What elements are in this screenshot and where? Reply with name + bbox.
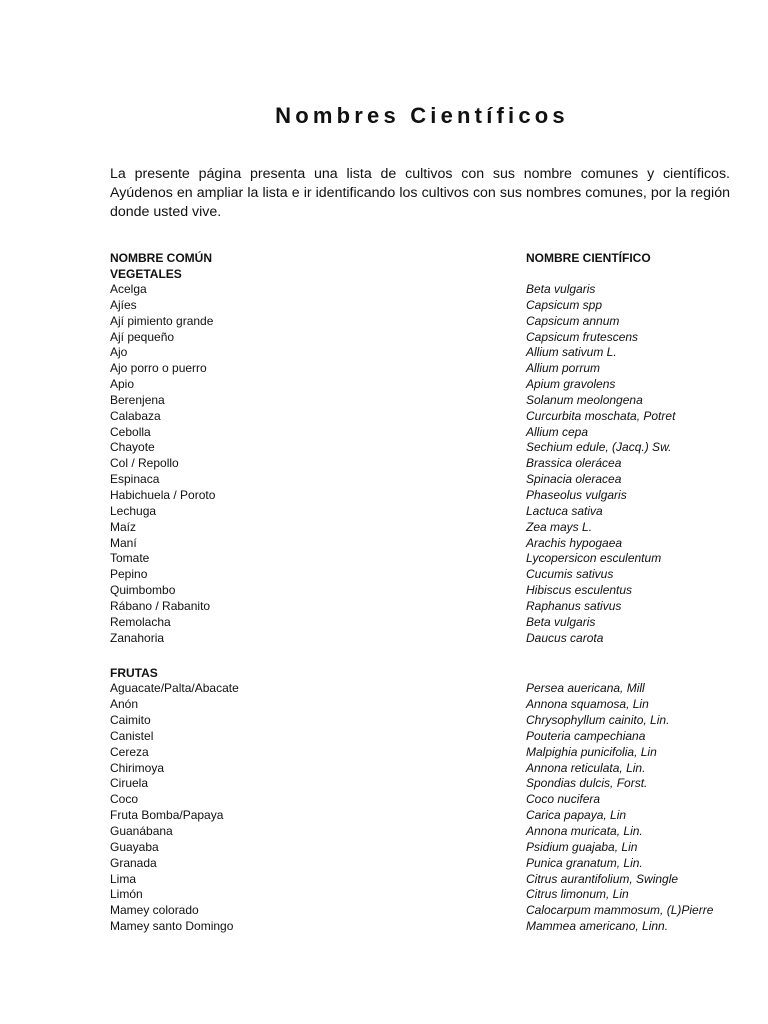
common-name: Aguacate/Palta/Abacate (110, 681, 239, 696)
list-item (110, 393, 750, 409)
common-name: Calabaza (110, 408, 161, 423)
scientific-name: Daucus carota (526, 630, 604, 645)
scientific-name: Zea mays L. (526, 519, 593, 534)
list-item (110, 681, 750, 697)
common-name: Ciruela (110, 776, 149, 791)
scientific-name: Allium cepa (526, 424, 589, 439)
scientific-name: Beta vulgaris (526, 614, 596, 629)
scientific-name: Annona squamosa, Lin (526, 697, 649, 712)
common-name: Habichuela / Poroto (110, 487, 216, 502)
scientific-name: Raphanus sativus (526, 598, 622, 613)
list-item (110, 887, 750, 903)
common-name: Rábano / Rabanito (110, 598, 211, 613)
scientific-name: Annona reticulata, Lin. (526, 760, 646, 775)
common-name: Espinaca (110, 472, 160, 487)
section-spacer (110, 646, 750, 665)
common-name: Mamey santo Domingo (110, 919, 234, 934)
intro-paragraph: La presente página presenta una lista de cultivos con sus nombre comunes y científicos. Ayúdenos en ampliar la lista e ir identificando los cultivos con sus nombres comunes, por la región donde usted vive. (110, 166, 730, 220)
scientific-name: Hibiscus esculentus (526, 583, 633, 598)
common-name: Quimbombo (110, 583, 176, 598)
common-name: Col / Repollo (110, 456, 179, 471)
list-item (110, 551, 750, 567)
common-name: Mamey colorado (110, 903, 199, 918)
scientific-name: Brassica olerácea (526, 456, 622, 471)
common-name: Berenjena (110, 392, 165, 407)
scientific-name: Capsicum frutescens (526, 329, 639, 344)
scientific-name: Capsicum annum (526, 313, 620, 328)
list-item (110, 425, 750, 441)
scientific-name: Citrus limonum, Lin (526, 887, 629, 902)
list-item (110, 536, 750, 552)
common-name: Granada (110, 855, 157, 870)
list-item (110, 615, 750, 631)
scientific-name: Coco nucifera (526, 792, 601, 807)
scientific-name: Calocarpum mammosum, (L)Pierre (526, 903, 714, 918)
common-name: Maíz (110, 519, 137, 534)
list-item (110, 697, 750, 713)
list-item (110, 903, 750, 919)
scientific-name: Spinacia oleracea (526, 472, 622, 487)
list-item (110, 776, 750, 792)
header-common-name: NOMBRE COMÚN (110, 251, 212, 265)
list-item (110, 472, 750, 488)
scientific-name: Pouteria campechiana (526, 728, 646, 743)
list-item (110, 631, 750, 647)
list-item (110, 919, 750, 935)
list-item (110, 824, 750, 840)
list-item (110, 504, 750, 520)
common-name: Fruta Bomba/Papaya (110, 808, 224, 823)
common-name: Lima (110, 871, 137, 886)
scientific-name: Lycopersicon esculentum (526, 551, 662, 566)
list-item (110, 456, 750, 472)
common-name: Guanábana (110, 824, 173, 838)
scientific-name: Capsicum spp (526, 297, 603, 312)
section-label: VEGETALES (110, 267, 182, 281)
common-name: Chirimoya (110, 760, 165, 775)
list-item (110, 599, 750, 615)
list-item (110, 792, 750, 808)
scientific-name: Apium gravolens (526, 377, 616, 392)
scientific-name: Psidium guajaba, Lin (526, 839, 638, 854)
list-item (110, 345, 750, 361)
scientific-name: Allium porrum (526, 361, 601, 376)
list-item (110, 298, 750, 314)
common-name: Tomate (110, 551, 150, 566)
section-heading-vegetales (110, 266, 750, 282)
list-item (110, 488, 750, 504)
list-item (110, 729, 750, 745)
list-item (110, 840, 750, 856)
scientific-name: Malpighia punicifolia, Lin (526, 744, 657, 759)
list-item (110, 713, 750, 729)
common-name: Cebolla (110, 424, 151, 439)
common-name: Maní (110, 535, 137, 550)
common-name: Ajo (110, 345, 128, 360)
scientific-name: Sechium edule, (Jacq.) Sw. (526, 440, 672, 455)
scientific-name: Cucumis sativus (526, 567, 614, 582)
common-name: Apio (110, 377, 135, 392)
common-name: Lechuga (110, 503, 157, 518)
scientific-name: Annona muricata, Lin. (526, 824, 643, 838)
section-label: FRUTAS (110, 666, 158, 681)
scientific-name: Spondias dulcis, Forst. (526, 776, 648, 791)
column-headers (110, 250, 750, 266)
list-item (110, 520, 750, 536)
list-item (110, 583, 750, 599)
scientific-name: Carica papaya, Lin (526, 808, 627, 823)
scientific-name: Curcurbita moschata, Potret (526, 408, 676, 423)
list-item (110, 872, 750, 888)
scientific-name: Phaseolus vulgaris (526, 487, 627, 502)
common-name: Acelga (110, 282, 147, 296)
scientific-name: Beta vulgaris (526, 282, 596, 296)
scientific-name: Mammea americano, Linn. (526, 919, 669, 934)
list-item (110, 745, 750, 761)
scientific-name: Lactuca sativa (526, 503, 603, 518)
list-item (110, 330, 750, 346)
common-name: Ají pequeño (110, 329, 175, 344)
scientific-name: Solanum meolongena (526, 392, 643, 407)
vegetales-rows (110, 282, 750, 646)
list-item (110, 856, 750, 872)
scientific-name: Chrysophyllum cainito, Lin. (526, 713, 670, 728)
scientific-name: Persea auericana, Mill (526, 681, 645, 696)
scientific-name: Punica granatum, Lin. (526, 855, 643, 870)
list-item (110, 440, 750, 456)
header-scientific-name: NOMBRE CIENTÍFICO (526, 251, 651, 265)
common-name: Pepino (110, 567, 148, 582)
common-name: Coco (110, 792, 139, 807)
common-name: Limón (110, 887, 143, 902)
crop-list (110, 250, 750, 935)
common-name: Remolacha (110, 614, 171, 629)
scientific-name: Allium sativum L. (526, 345, 617, 360)
page-title: Nombres Científicos (275, 103, 569, 128)
section-heading-frutas (110, 665, 750, 681)
common-name: Cereza (110, 744, 149, 759)
common-name: Caimito (110, 713, 151, 728)
list-item (110, 761, 750, 777)
common-name: Ajo porro o puerro (110, 361, 207, 376)
frutas-rows (110, 681, 750, 935)
common-name: Ají pimiento grande (110, 313, 214, 328)
list-item (110, 808, 750, 824)
list-item (110, 282, 750, 298)
common-name: Zanahoria (110, 630, 165, 645)
scientific-name: Citrus aurantifolium, Swingle (526, 871, 679, 886)
list-item (110, 567, 750, 583)
common-name: Anón (110, 697, 139, 712)
scientific-name: Arachis hypogaea (526, 535, 623, 550)
list-item (110, 409, 750, 425)
list-item (110, 314, 750, 330)
common-name: Chayote (110, 440, 155, 455)
list-item (110, 361, 750, 377)
list-item (110, 377, 750, 393)
common-name: Canistel (110, 728, 154, 743)
common-name: Ajíes (110, 297, 137, 312)
common-name: Guayaba (110, 839, 159, 854)
